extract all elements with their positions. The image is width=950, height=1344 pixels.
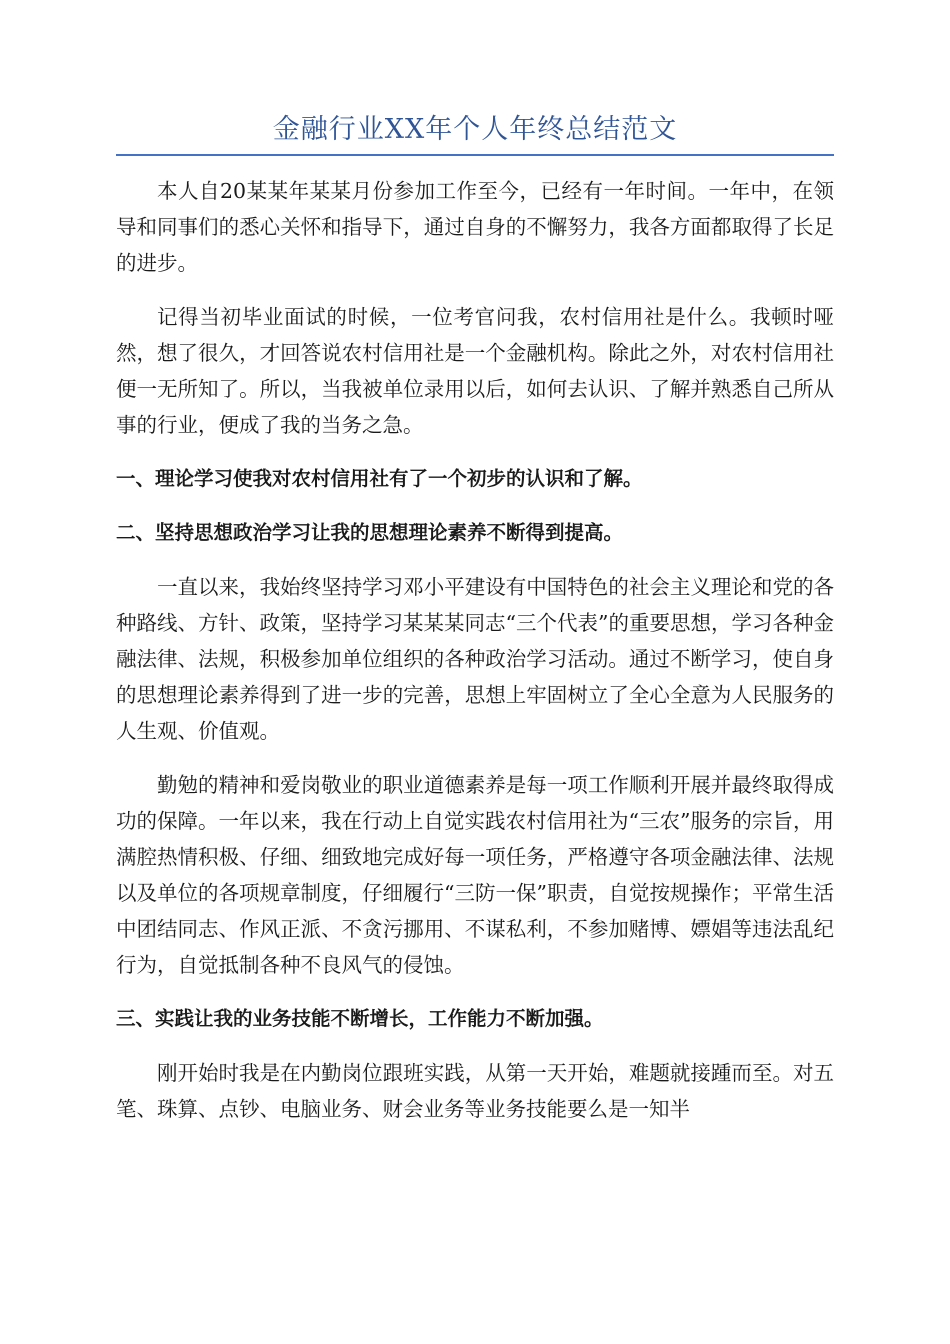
paragraph-interview: 记得当初毕业面试的时候，一位考官问我，农村信用社是什么。我顿时哑然，想了很久，才回答说农村信用社是一个金融机构。除此之外，对农村信用社便一无所知了。所以，当我被单位录用以后，如何去认识、了解并熟悉自己所从事的行业，便成了我的当务之急。 <box>116 305 834 437</box>
section-heading-1: 一、理论学习使我对农村信用社有了一个初步的认识和了解。 <box>116 467 643 490</box>
section-heading-2: 二、坚持思想政治学习让我的思想理论素养不断得到提高。 <box>116 521 624 544</box>
title-underline <box>116 154 834 156</box>
document-page <box>116 108 834 1127</box>
section-heading-3: 三、实践让我的业务技能不断增长，工作能力不断加强。 <box>116 1007 604 1030</box>
paragraph-practice: 刚开始时我是在内勤岗位跟班实践，从第一天开始，难题就接踵而至。对五笔、珠算、点钞、电脑业务、财会业务等业务技能要么是一知半 <box>116 1061 834 1121</box>
paragraph-intro: 本人自20某某年某某月份参加工作至今，已经有一年时间。一年中，在领导和同事们的悉心关怀和指导下，通过自身的不懈努力，我各方面都取得了长足的进步。 <box>116 179 834 275</box>
paragraph-political-study: 一直以来，我始终坚持学习邓小平建设有中国特色的社会主义理论和党的各种路线、方针、政策，坚持学习某某某同志“三个代表”的重要思想，学习各种金融法律、法规，积极参加单位组织的各种政治学习活动。通过不断学习，使自身的思想理论素养得到了进一步的完善，思想上牢固树立了全心全意为人民服务的人生观、价值观。 <box>116 575 834 743</box>
document-title: 金融行业XX年个人年终总结范文 <box>272 114 678 145</box>
paragraph-work-ethic: 勤勉的精神和爱岗敬业的职业道德素养是每一项工作顺利开展并最终取得成功的保障。一年以来，我在行动上自觉实践农村信用社为“三农”服务的宗旨，用满腔热情积极、仔细、细致地完成好每一项任务，严格遵守各项金融法律、法规以及单位的各项规章制度，仔细履行“三防一保”职责，自觉按规操作；平常生活中团结同志、作风正派、不贪污挪用、不谋私利，不参加赌博、嫖娼等违法乱纪行为，自觉抵制各种不良风气的侵蚀。 <box>116 773 834 977</box>
